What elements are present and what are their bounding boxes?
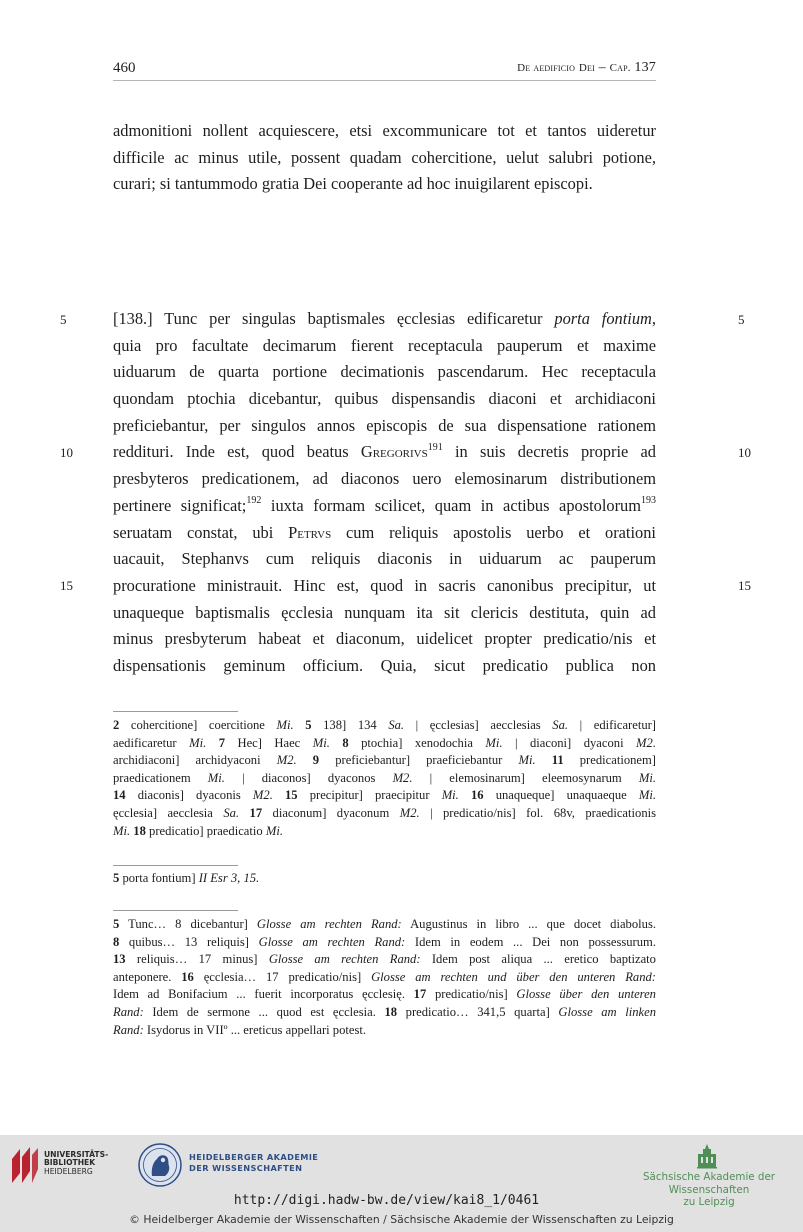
apparatus-siglum: Mi. [276,718,294,732]
emphasis: porta fontium [554,309,652,328]
running-title [517,60,656,76]
text-run: in suis decretis proprie ad [442,442,656,462]
apparatus-line-ref: 11 [551,753,564,768]
apparatus-text: | edificaretur] [568,718,656,732]
apparatus-text [206,736,218,750]
apparatus-text [536,753,552,767]
hadw-name-line: HEIDELBERGER AKADEMIE [189,1152,319,1162]
apparatus-line-ref: 8 [113,934,120,949]
apparatus-divider [113,865,238,866]
apparatus-text: predicatio] praedicatio [145,823,266,838]
apparatus-text: Isydorus in VIIº ... ereticus appellari potest. [143,1022,367,1037]
text-line: procuratione ministrauit. Hinc est, quod in sacris canonibus precipitur, ut [113,575,656,595]
apparatus-line-ref: 16 [181,969,194,984]
apparatus-text: | diaconos] dyaconos [224,770,393,785]
text-line: admonitioni nollent acquiescere, etsi excommunicare tot et tantos uideretur [113,121,656,140]
apparatus-siglum: M2. [636,735,656,750]
apparatus-siglum: Glosse über den unteren [516,987,656,1002]
apparatus-line-ref: 8 [342,735,349,750]
copyright-notice: © Heidelberger Akademie der Wissenschaften / Sächsische Akademie der Wissenschaften zu Leipzig [129,1213,674,1226]
hadw-name-line: DER WISSENSCHAFTEN [189,1162,303,1173]
source-apparatus [113,870,656,888]
apparatus-line-ref: 13 [113,952,126,967]
apparatus-line [113,787,656,805]
apparatus-siglum: Mi. [189,735,207,750]
apparatus-siglum: II Esr 3, 15. [198,871,260,885]
apparatus-line-ref: 17 [249,805,263,820]
apparatus-line [113,752,656,770]
apparatus-siglum: Glosse am rechten Rand: [268,952,421,967]
apparatus-text [459,788,471,802]
apparatus-siglum: Rand: [113,1004,144,1019]
running-title-dash: – [594,60,610,75]
apparatus-siglum: Mi. [113,823,131,838]
ub-name-line: HEIDELBERG [44,1166,93,1176]
apparatus-line [113,969,656,987]
apparatus-siglum: M2. [276,753,297,768]
running-title-part: Dei [578,62,595,74]
text-line: dispensationis geminum officium. Quia, sicut predicatio publica non [113,655,656,675]
apparatus-siglum: M2. [252,788,273,803]
apparatus-text: Idem in eodem ... Dei non possessurum. [405,934,656,949]
apparatus-text: reliquis… 17 minus] [125,952,269,967]
apparatus-text: unaqueque] unaquaeque [483,788,639,803]
apparatus-text [273,788,285,802]
apparatus-text: | diaconi] dyaconi [502,735,637,750]
apparatus-text: Augustinus in libro ... que docet diabolus. [401,917,656,931]
apparatus-siglum: Mi. [312,735,330,750]
apparatus-divider [113,910,238,911]
apparatus-line [113,770,656,788]
apparatus-siglum: M2. [399,805,420,820]
apparatus-siglum: Mi. [441,788,459,803]
footnote-ref: 191 [427,441,443,453]
apparatus-line [113,717,656,735]
text-run: [138.] Tunc per singulas baptismales ęcclesias edificaretur [113,309,555,328]
apparatus-text [297,753,313,767]
apparatus-line [113,986,656,1004]
apparatus-text: ęcclesia] aecclesia [113,805,224,820]
apparatus-line-ref: 5 [113,871,120,885]
apparatus-siglum: Glosse am rechten Rand: [256,917,402,931]
apparatus-text: predicatio… 341,5 quarta] [397,1004,559,1019]
apparatus-text: preficiebantur] praeficiebantur [319,753,519,768]
apparatus-line-ref: 9 [312,753,320,768]
apparatus-siglum: Mi. [485,735,503,750]
apparatus-line-ref: 14 [113,788,126,803]
apparatus-siglum: Mi. [638,788,656,803]
apparatus-text: archidiaconi] archidyaconi [113,753,277,768]
running-title-part: De aedificio [517,62,576,74]
footer-band [0,1135,803,1232]
running-title-chapter: Cap. [609,62,631,74]
critical-apparatus [113,717,656,840]
running-header [113,60,656,81]
ub-name-line: BIBLIOTHEK [44,1158,96,1168]
apparatus-line [113,1022,656,1040]
apparatus-divider [113,711,238,712]
apparatus-line [113,934,656,952]
apparatus-text: Tunc… 8 dicebantur] [119,917,257,931]
text-run: iuxta formam scilicet, quam in actibus apostolorum [261,495,641,515]
apparatus-text [294,718,306,732]
permalink-url[interactable]: http://digi.hadw-bw.de/view/kai8_1/0461 [233,1193,540,1208]
apparatus-text [239,806,249,820]
line-number-right: 5 [738,312,745,327]
name-gregorius: Gregorivs [360,442,428,462]
apparatus-siglum: Sa. [552,718,569,732]
apparatus-text: quibus… 13 reliquis] [119,934,259,949]
text-line: minus presbyterum habeat et diaconum, uidelicet propter predicatio/nis et [113,629,656,649]
apparatus-line [113,1004,656,1022]
text-run: reddituri. Inde est, quod beatus [113,442,361,462]
text-line: difficile ac minus utile, possent quadam cohercitione, uelut salubri potione, [113,147,656,167]
apparatus-text: anteponere. [113,969,182,984]
line-number-left: 15 [60,578,73,593]
text-line: quondam ptochia dicebantur, quibus dispensandis diaconi et archidiaconi [113,389,656,409]
text-line: quia pro facultate decimarum fierent receptacula pauperum et maxime [113,335,656,355]
apparatus-line-ref: 18 [384,1004,398,1019]
name-petrus: Petrvs [288,522,332,542]
line-number-right: 10 [738,445,751,460]
text-run: seruatam constat, ubi [113,522,289,542]
text-run: pertinere significat; [113,495,247,515]
apparatus-siglum: M2. [392,770,413,785]
saw-name-line: zu Leipzig [683,1196,735,1209]
apparatus-text [330,736,342,750]
text-line [113,520,656,547]
text-line: uacauit, Stephanvs cum reliquis diaconis in uiduarum ac pauperum [113,549,656,569]
apparatus-text: | elemosinarum] eleemosynarum [412,770,639,785]
hadw-name [189,1152,318,1173]
apparatus-text: precipitur] praecipitur [297,788,442,803]
apparatus-siglum: Glosse am linken [558,1004,656,1019]
apparatus-text: Idem post aliqua ... eretico baptizato [420,952,656,967]
apparatus-text: predicatio/nis] [426,987,517,1002]
text-line [113,439,656,466]
apparatus-siglum: Mi. [518,753,536,768]
apparatus-siglum: Mi. [207,770,225,785]
text-line: presbyteros predicationem, ad diaconos uero elemosinarum distributionem [113,469,656,489]
apparatus-line-ref: 17 [413,987,427,1002]
text-line: preficiebantur, per singulos annos episcopis de sua dispensatione rationem [113,415,656,435]
apparatus-text: | predicatio/nis] fol. 68v, praedicationis [419,805,657,820]
apparatus-text: | ęcclesias] aecclesias [404,718,553,732]
apparatus-siglum: Mi. [638,770,657,785]
apparatus-line [113,951,656,969]
apparatus-line-ref: 5 [113,917,120,931]
running-title-chapter-number: 137 [630,60,656,75]
apparatus-text: ęcclesia… 17 predicatio/nis] [193,969,372,984]
paragraph-138 [113,306,656,680]
apparatus-siglum: Rand: [113,1022,144,1037]
apparatus-siglum: Glosse am rechten und über den unteren Rand: [371,969,656,984]
hadw-seal-icon[interactable] [138,1143,182,1187]
footnote-ref: 192 [246,495,262,507]
apparatus-siglum: Glosse am rechten Rand: [258,934,406,949]
apparatus-line [113,735,656,753]
apparatus-line [113,805,656,823]
apparatus-line-ref: 5 [305,718,312,732]
text-line: unaqueque baptismalis ęcclesia nunquam ita sit clericis destituta, quin ad [113,602,656,622]
apparatus-siglum: Mi. [265,823,283,838]
ub-logo-icon [8,1145,42,1185]
apparatus-line [113,823,656,841]
gloss-apparatus [113,916,656,1039]
saw-building-icon[interactable] [696,1143,718,1169]
apparatus-text: Hec] Haec [225,735,313,750]
apparatus-text: aedificaretur [113,735,190,750]
apparatus-text: ptochia] xenodochia [348,735,486,750]
text-line [113,306,656,333]
paragraph-continued [113,118,656,198]
apparatus-text: diaconis] dyaconis [125,788,253,803]
apparatus-line [113,916,656,934]
apparatus-text: cohercitione] coercitione [119,718,277,732]
apparatus-line [113,870,656,888]
apparatus-siglum: Sa. [223,805,240,820]
apparatus-line-ref: 18 [133,823,146,838]
ub-name-line: UNIVERSITÄTS- [44,1150,109,1159]
line-number-left: 10 [60,445,73,460]
line-number-right: 15 [738,578,751,593]
text-line: curari; si tantummodo gratia Dei cooperante ad hoc inuigilarent episcopi. [113,174,593,194]
apparatus-text: predicationem] [563,753,656,768]
apparatus-line-ref: 2 [113,718,120,732]
apparatus-text: Idem de sermone ... quod est ęcclesia. [143,1004,385,1019]
text-line: uiduarum de quarta portione decimationis pascendarum. Hec receptacula [113,362,656,382]
page-number: 460 [113,60,136,76]
text-run: , [651,309,656,328]
apparatus-text: diaconum] dyaconum [262,805,400,820]
text-line [113,493,656,520]
apparatus-text: 138] 134 [311,718,389,732]
footnote-ref: 193 [641,495,656,507]
apparatus-text: porta fontium] [119,871,199,885]
apparatus-siglum: Sa. [388,718,405,732]
apparatus-line-ref: 15 [285,788,298,803]
apparatus-text: praedicationem [113,770,208,785]
text-run: cum reliquis apostolis uerbo et orationi [331,522,656,542]
apparatus-text: Idem ad Bonifacium ... fuerit incorporatus ęcclesię. [113,987,414,1002]
line-number-left: 5 [60,312,67,327]
saw-name-line: Sächsische Akademie der Wissenschaften [642,1171,776,1196]
apparatus-line-ref: 16 [470,788,484,803]
ub-heidelberg-name [44,1151,108,1176]
apparatus-line-ref: 7 [218,735,225,750]
